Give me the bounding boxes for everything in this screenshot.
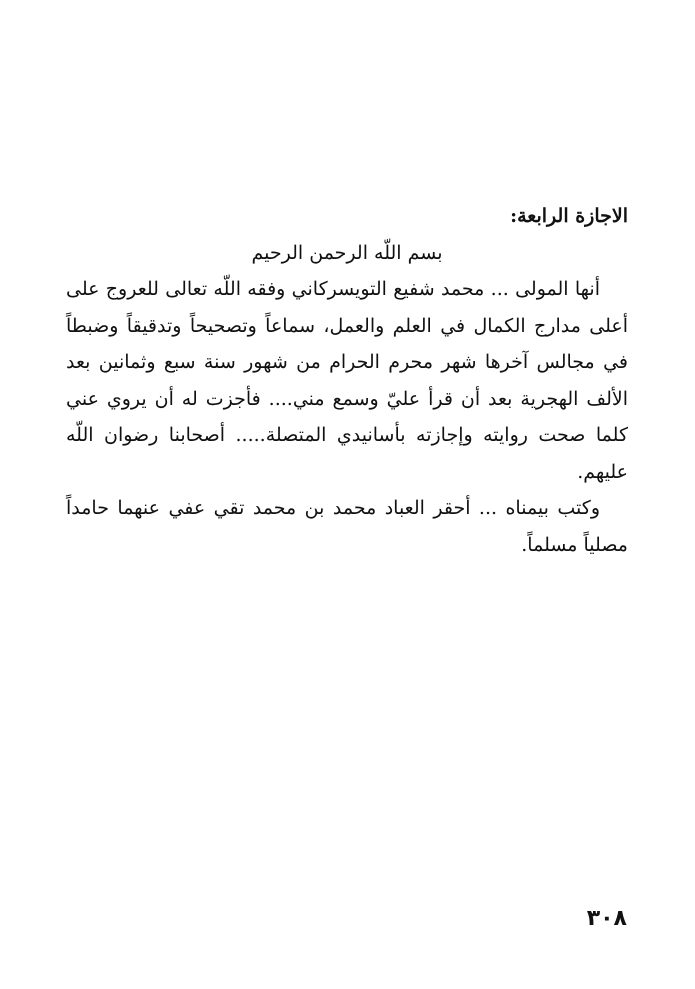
page-number: ٣٠٨ — [586, 906, 627, 931]
section-heading: الاجازة الرابعة: — [510, 205, 628, 227]
basmala-line: بسم اللّه الرحمن الرحيم — [251, 241, 443, 264]
body-paragraph: أنها المولى ... محمد شفيع التويسركاني وفقه اللّه تعالى للعروج على أعلى مدارج الكمال في العلم والعمل، سماعاً وتصحيحاً وتدقيقاً وضبطاً في مجالس آخرها شهر محرم الحرام من شهور سنة سبع وثمانين بعد الألف الهجرية بعد أن قرأ عليّ وسمع مني.... فأجزت له أن يروي عني كلما صحت روايته وإجازته بأسانيدي المتصلة..... أصحابنا رضوان اللّه عليهم. — [66, 278, 628, 483]
ijazah-text-block — [66, 198, 628, 563]
signature-paragraph: وكتب بيمناه ... أحقر العباد محمد بن محمد تقي عفي عنهما حامداً مصلياً مسلماً. — [66, 497, 628, 556]
